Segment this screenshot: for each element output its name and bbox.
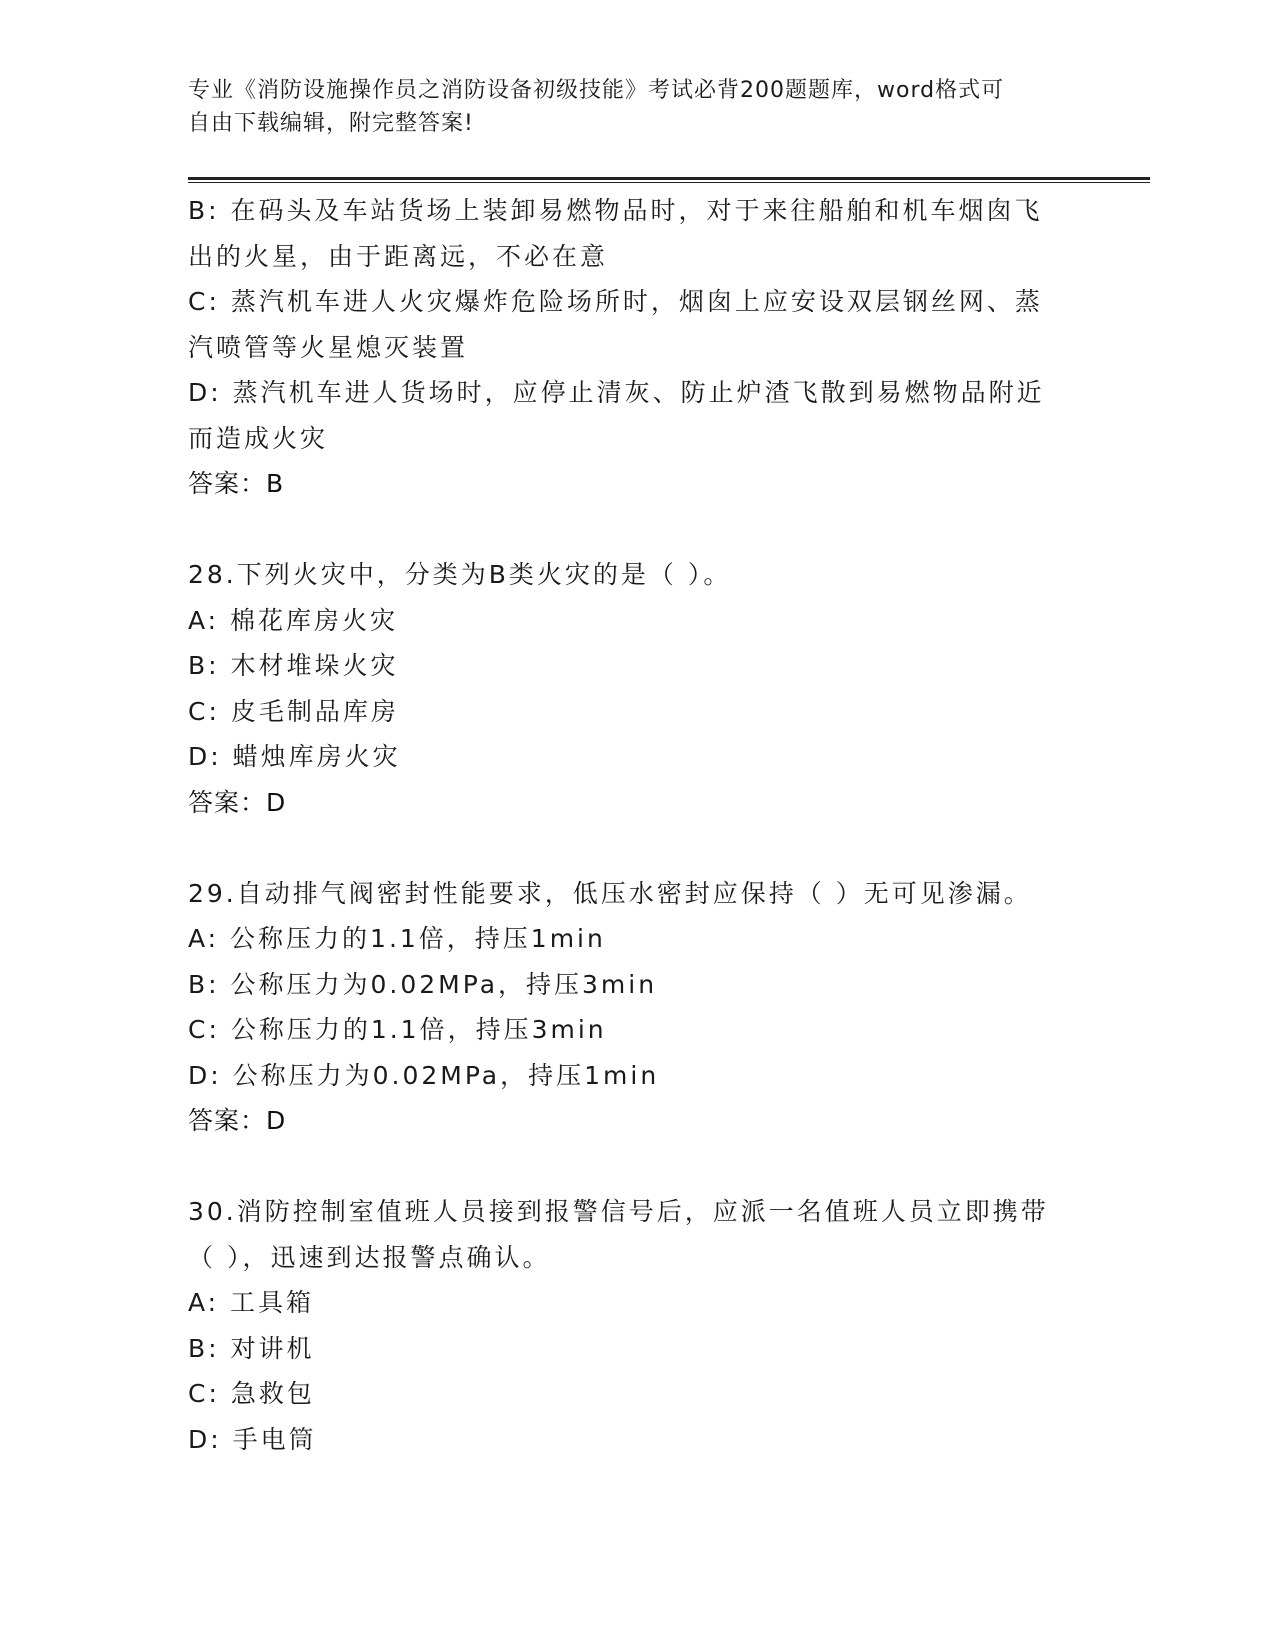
question-27-continued [188, 188, 1078, 507]
q30-stem-line-1: 30.消防控制室值班人员接到报警信号后，应派一名值班人员立即携带 [188, 1197, 1049, 1226]
q27-option-c-line-2: 汽喷管等火星熄灭装置 [188, 332, 469, 362]
q28-option-c: C: 皮毛制品库房 [188, 696, 399, 726]
q30-option-c: C: 急救包 [188, 1379, 315, 1408]
q28-option-d: D: 蜡烛库房火灾 [188, 742, 401, 771]
q30-stem-line-2: （ ），迅速到达报警点确认。 [188, 1242, 551, 1272]
q27-option-d-line-1: D: 蒸汽机车进人货场时，应停止清灰、防止炉渣飞散到易燃物品附近 [188, 378, 1045, 407]
q29-option-b: B: 公称压力为0.02MPa，持压3min [188, 969, 658, 999]
q28-option-b: B: 木材堆垛火灾 [188, 651, 399, 680]
spacer [188, 507, 1078, 553]
q29-stem: 29.自动排气阀密封性能要求，低压水密封应保持（ ）无可见渗漏。 [188, 878, 1032, 908]
q27-option-b-line-2: 出的火星，由于距离远，不必在意 [188, 241, 609, 271]
q28-stem: 28.下列火灾中，分类为B类火灾的是（ ）。 [188, 560, 732, 589]
q27-answer: 答案：B [188, 469, 285, 498]
header-rule-thick [188, 177, 1150, 180]
q30-option-a: A: 工具箱 [188, 1288, 315, 1317]
q27-option-c-line-1: C: 蒸汽机车进人火灾爆炸危险场所时，烟囱上应安设双层钢丝网、蒸 [188, 287, 1043, 316]
q29-option-a: A: 公称压力的1.1倍，持压1min [188, 924, 606, 953]
q27-option-b-line-1: B: 在码头及车站货场上装卸易燃物品时，对于来往船舶和机车烟囱飞 [188, 196, 1043, 225]
q28-option-a: A: 棉花库房火灾 [188, 605, 399, 635]
spacer [188, 1144, 1078, 1190]
q28-answer: 答案：D [188, 787, 287, 817]
document-header [188, 74, 1068, 140]
q29-option-d: D: 公称压力为0.02MPa，持压1min [188, 1060, 660, 1090]
question-28 [188, 552, 1078, 825]
header-line-2: 自由下载编辑，附完整答案! [188, 111, 474, 136]
q29-answer: 答案：D [188, 1106, 287, 1135]
q30-option-d: D: 手电筒 [188, 1424, 317, 1454]
header-rule-thin [188, 182, 1150, 183]
question-29 [188, 871, 1078, 1144]
document-body [188, 188, 1078, 1462]
q30-option-b: B: 对讲机 [188, 1333, 315, 1363]
header-line-1: 专业《消防设施操作员之消防设备初级技能》考试必背200题题库，word格式可 [188, 78, 1005, 103]
q27-option-d-line-2: 而造成火灾 [188, 423, 329, 453]
question-30 [188, 1189, 1078, 1462]
spacer [188, 825, 1078, 871]
q29-option-c: C: 公称压力的1.1倍，持压3min [188, 1015, 607, 1044]
